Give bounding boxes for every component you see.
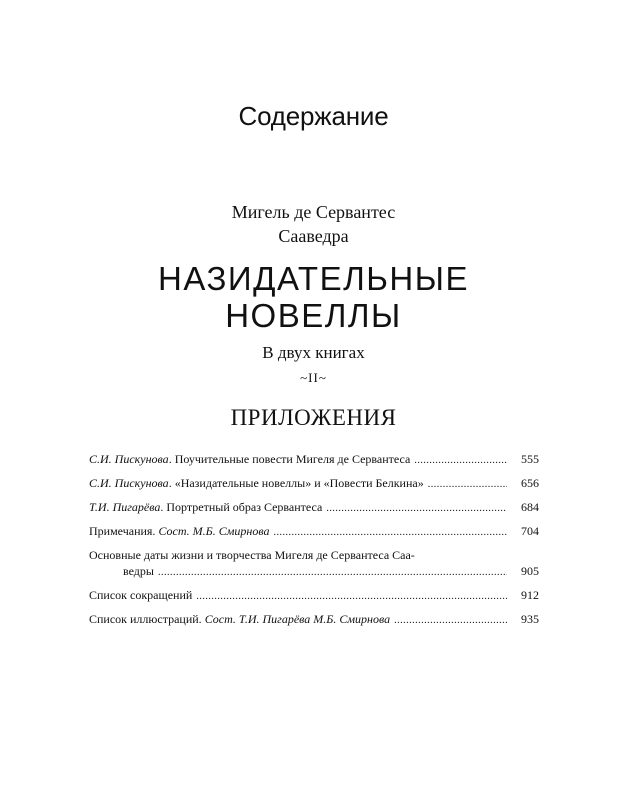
toc-entry[interactable] <box>89 548 539 580</box>
toc-entry-page: 905 <box>521 564 539 578</box>
author-name-line1: Мигель де Сервантес <box>231 202 396 222</box>
toc-entry[interactable] <box>89 612 539 628</box>
toc-entry-title <box>89 612 390 627</box>
book-title-line1: НАЗИДАТЕЛЬНЫЕ <box>158 260 469 297</box>
toc-entry-page: 935 <box>521 612 539 626</box>
toc-entry-page: 656 <box>521 476 539 490</box>
toc-entry[interactable] <box>89 452 539 468</box>
toc-entry-title: Т.И. Пигарёва. Портретный образ Сервантеса <box>89 500 323 514</box>
dot-leader <box>158 567 507 578</box>
toc-entry-author: Т.И. Пигарёва <box>89 500 161 514</box>
toc-entry-compiler: Сост. М.Б. Смирнова <box>158 524 270 538</box>
toc-entry[interactable] <box>89 476 539 492</box>
books-note: В двух книгах <box>262 343 365 362</box>
toc-entry-text: «Назидательные новеллы» и «Повести Белкина» <box>174 476 424 490</box>
toc-entry-author: С.И. Пискунова <box>89 476 169 490</box>
toc-entry[interactable] <box>89 500 539 516</box>
author-name-line2: Сааведра <box>278 226 349 246</box>
section-title: ПРИЛОЖЕНИЯ <box>230 405 397 430</box>
toc-entry-page: 555 <box>521 452 539 466</box>
table-of-contents <box>89 452 539 636</box>
toc-entry-text: Примечания. <box>89 524 159 538</box>
toc-entry-text: Поучительные повести Мигеля де Сервантеса <box>174 452 411 466</box>
volume-number: ~II~ <box>300 370 327 385</box>
toc-entry-title: С.И. Пискунова. Поучительные повести Мигеля де Сервантеса <box>89 452 411 466</box>
dot-leader <box>196 591 507 602</box>
toc-entry[interactable] <box>89 588 539 604</box>
dot-leader <box>273 527 507 538</box>
dot-leader <box>326 503 507 514</box>
toc-entry-page: 912 <box>521 588 539 602</box>
toc-entry-page: 684 <box>521 500 539 514</box>
toc-entry-page: 704 <box>521 524 539 538</box>
dot-leader <box>394 615 507 626</box>
toc-entry-text: Список иллюстраций. <box>89 612 205 626</box>
toc-entry-text: Портретный образ Сервантеса <box>166 500 323 514</box>
toc-entry-title <box>89 524 269 539</box>
toc-entry-compiler: Сост. Т.И. Пигарёва М.Б. Смирнова <box>204 612 391 626</box>
toc-entry-title: С.И. Пискунова. «Назидательные новеллы» и «Повести Белкина» <box>89 476 424 490</box>
toc-entry[interactable] <box>89 524 539 540</box>
contents-title: Содержание <box>238 101 389 131</box>
dot-leader <box>428 479 507 490</box>
book-title-line2: НОВЕЛЛЫ <box>225 297 402 334</box>
toc-entry-text: Список сокращений <box>89 588 193 602</box>
toc-entry-text-continued: ведры <box>123 564 154 578</box>
toc-entry-author: С.И. Пискунова <box>89 452 169 466</box>
dot-leader <box>414 455 507 466</box>
toc-entry-text: Основные даты жизни и творчества Мигеля де Сервантеса Саа- <box>89 548 415 562</box>
